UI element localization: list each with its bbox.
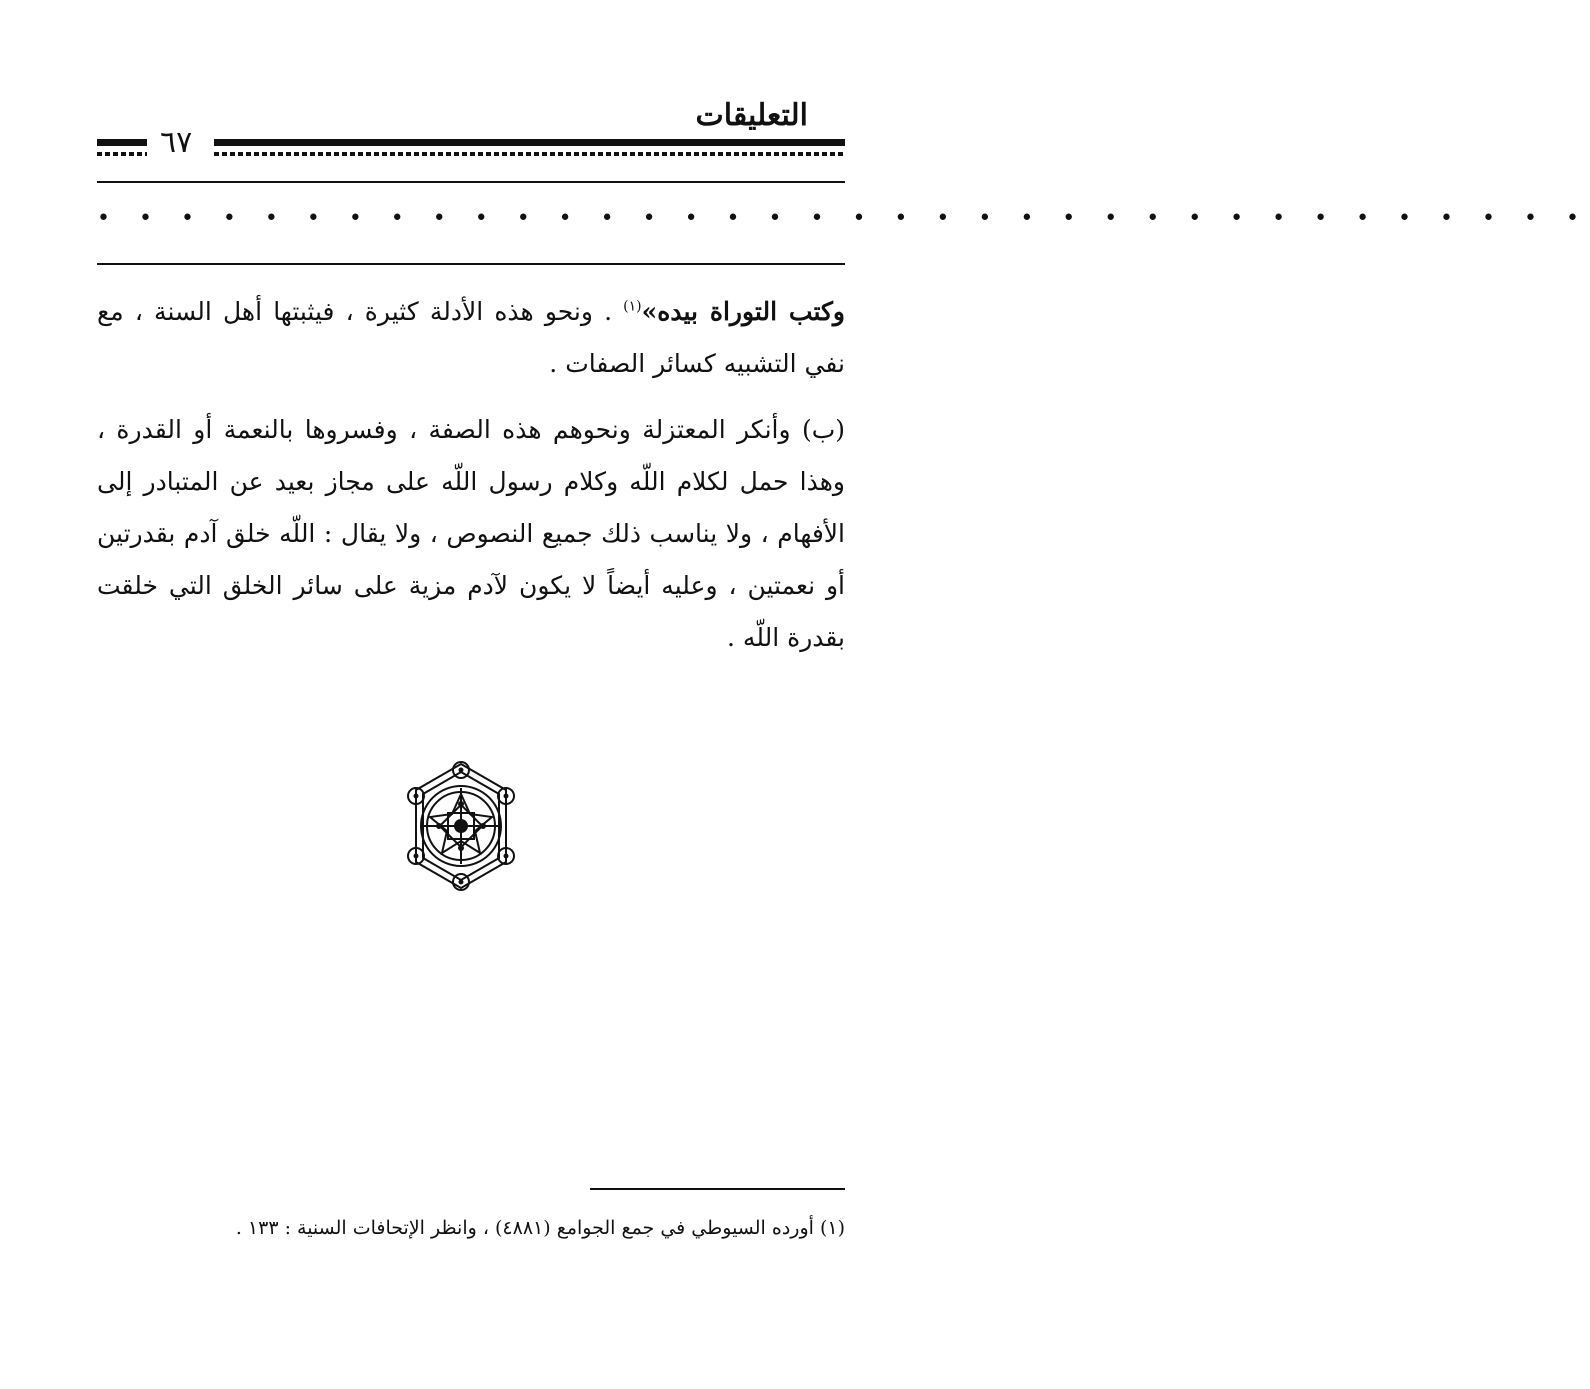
separator-top-line xyxy=(97,181,845,183)
header-rule-left-thick xyxy=(97,139,147,146)
main-text xyxy=(97,286,845,664)
islamic-rosette-ornament-icon xyxy=(402,758,520,894)
paragraph-1 xyxy=(97,286,845,390)
separator-bottom-line xyxy=(97,263,845,265)
running-header-title: التعليقات xyxy=(695,98,808,133)
header-rule-right-thick xyxy=(214,139,845,146)
footnote-1: (١) أورده السيوطي في جمع الجوامع (٤٨٨١) ، وانظر الإتحافات السنية : ١٣٣ . xyxy=(235,1217,845,1239)
paragraph-1-text: . ونحو هذه الأدلة كثيرة ، فيثبتها أهل السنة ، مع نفي التشبيه كسائر الصفات . xyxy=(97,297,845,378)
footnote-reference: (١) xyxy=(623,298,642,315)
paragraph-2: (ب) وأنكر المعتزلة ونحوهم هذه الصفة ، وفسروها بالنعمة أو القدرة ، وهذا حمل لكلام اللّه وكلام رسول اللّه على مجاز بعيد عن المتبادر إلى الأفهام ، ولا يناسب ذلك جميع النصوص ، ولا يقال : اللّه خلق آدم بقدرتين أو نعمتين ، وعليه أيضاً لا يكون لآدم مزية على سائر الخلق التي خلقت بقدرة اللّه . xyxy=(97,415,845,652)
quoted-hadith-end: وكتب التوراة بيده» xyxy=(641,297,845,326)
header-rule-right-dashed xyxy=(214,152,845,156)
footnote-separator xyxy=(590,1188,845,1190)
header-rule-left-dashed xyxy=(97,152,147,156)
page-number: ٦٧ xyxy=(160,125,193,160)
ellipsis-dot-row: • • • • • • • • • • • • • • • • • • • • • • • • • • • • • • • • • • • • xyxy=(97,206,1590,231)
